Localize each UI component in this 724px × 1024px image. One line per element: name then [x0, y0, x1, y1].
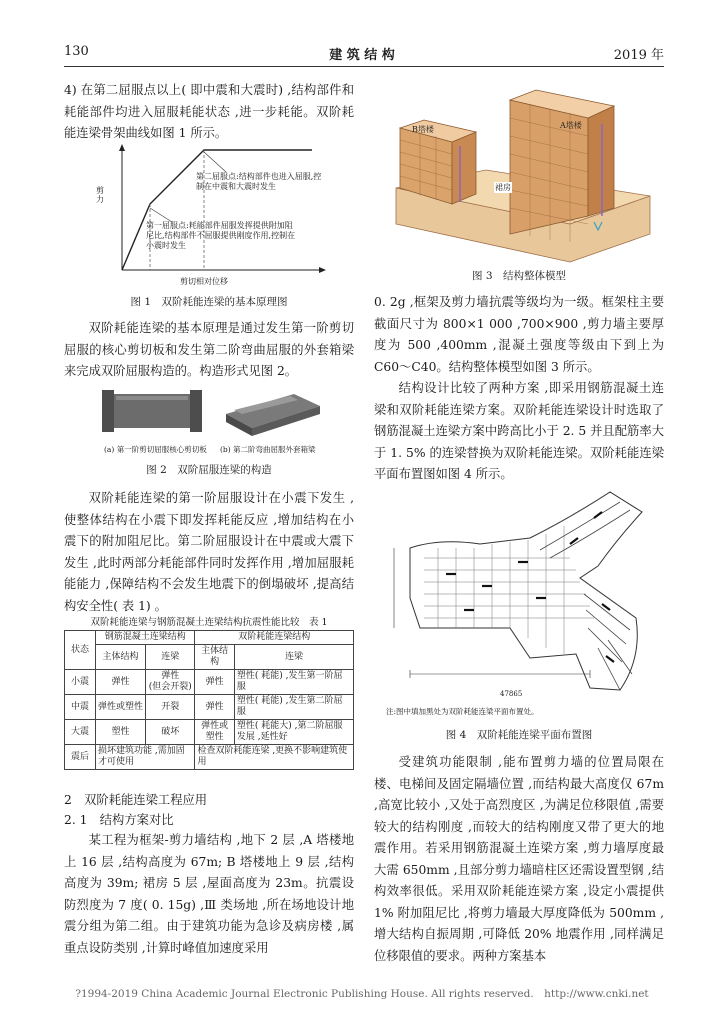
table-1: [64, 630, 354, 770]
left-para-2: 双阶耗能连梁的基本原理是通过发生第一阶剪切屈服的核心剪切板和发生第二阶弯曲屈服的外套箱梁来完成双阶屈服构造的。构造形式见图 2。: [64, 321, 354, 378]
figure-4-note: 注:图中填加黑处为双阶耗能连梁平面布置处。: [386, 707, 539, 716]
table-row: [65, 670, 354, 695]
table-row: [65, 720, 354, 745]
header-rule: [64, 66, 664, 67]
left-para-4: 某工程为框架-剪力墙结构 ,地下 2 层 ,A 塔楼地上 16 层 ,结构高度为 67m; B 塔楼地上 9 层 ,结构高度为 39m; 裙房 5 层 ,屋面高度为 23m。抗震设防烈度为 7 度( 0. 15g) ,Ⅲ 类场地 ,所在场地设计地震分组为第二组。由于建筑功能为急诊及病房楼 ,属重点设防类别 ,计算时峰值加速度采用: [64, 833, 354, 955]
figure-3-label-tower-a: A塔楼: [560, 121, 582, 130]
table-cell: 弹性 (但会开裂): [146, 670, 195, 695]
table-1-caption: 双阶耗能连梁与钢筋混凝土连梁结构抗震性能比较 表 1: [90, 617, 328, 628]
figure-2-subcaption-b: (b) 第二阶弯曲屈服外套箱梁: [220, 445, 316, 454]
figure-4-plan-layout: [380, 478, 660, 708]
year: 2019 年: [613, 48, 664, 63]
right-para-2: 结构设计比较了两种方案 ,即采用钢筋混凝土连梁和双阶耗能连梁方案。双阶耗能连梁设计时选取了钢筋混凝土连梁方案中跨高比小于 2. 5 并且配筋率大于 1. 5% 的连梁替换为双阶耗能连梁。双阶耗能连梁平面布置图如图 4 所示。: [374, 381, 664, 481]
table-cell: 损坏建筑功能 ,需加固才可使用: [96, 745, 195, 770]
figure-2-subcaption-a: (a) 第一阶剪切屈服核心剪切板: [104, 445, 207, 454]
figure-1-skeleton-curve: [100, 142, 330, 282]
figure-1-annotation-second-yield: 第二屈服点:结构部件也进入屈服,控制在中震和大震时发生: [196, 172, 322, 191]
left-para-3: 双阶耗能连梁的第一阶屈服设计在小震下发生 ,使整体结构在小震下即发挥耗能反应 ,增加结构在小震下的附加阻尼比。第二阶屈服设计在中震或大震下发生 ,此时两部分耗能部件同时发挥作用 ,增加屈服耗能能力 ,保障结构不会发生地震下的倒塌破坏 ,提高结构安全性( 表 1) 。: [64, 491, 354, 613]
figure-3-caption: 图 3 结构整体模型: [471, 270, 567, 282]
table-cell: 弹性或塑性: [96, 695, 146, 720]
table-cell: 大震: [65, 720, 96, 745]
section-2-1-heading: 2. 1 结构方案对比: [64, 813, 174, 827]
table-cell: 塑性: [96, 720, 146, 745]
figure-4-caption: 图 4 双阶耗能连梁平面布置图: [445, 729, 593, 741]
copyright-footer: ?1994-2019 China Academic Journal Electronic Publishing House. All rights reserved. http://www.cnki.net: [75, 988, 649, 1000]
table-cell: 开裂: [146, 695, 195, 720]
table-1-header-state: 状态: [65, 631, 96, 670]
table-1-header-rc: 钢筋混凝土连梁结构: [96, 631, 195, 645]
table-1-header-dual: 双阶耗能连梁结构: [195, 631, 354, 645]
right-para-1: 0. 2g ,框架及剪力墙抗震等级均为一级。框架柱主要截面尺寸为 800×1 000 ,700×900 ,剪力墙主要厚度为 500 ,400mm ,混凝土强度等级由下到上为 C60～C40。结构整体模型如图 3 所示。: [374, 295, 664, 374]
table-cell: 弹性: [195, 670, 234, 695]
figure-1-xlabel: 剪切相对位移: [180, 277, 228, 286]
table-row: [65, 745, 354, 770]
table-1-header-main-2: 主体结构: [195, 645, 234, 670]
figure-3-label-tower-b: B塔楼: [412, 125, 434, 134]
figure-1-ylabel: 剪力: [96, 186, 104, 204]
page-number: 130: [64, 44, 89, 59]
table-1-header-beam: 连梁: [146, 645, 195, 670]
table-cell: 弹性: [96, 670, 146, 695]
table-cell: 中震: [65, 695, 96, 720]
table-cell: 震后: [65, 745, 96, 770]
left-para-1: 4) 在第二屈服点以上( 即中震和大震时) ,结构部件和耗能部件均进入屈服耗能状态 ,进一步耗能。双阶耗能连梁骨架曲线如图 1 所示。: [64, 83, 354, 140]
table-1-header-beam-2: 连梁: [234, 645, 353, 670]
table-cell: 弹性: [195, 695, 234, 720]
table-cell: 塑性( 耗能) ,发生第一阶屈服: [234, 670, 353, 695]
table-cell: 破坏: [146, 720, 195, 745]
table-row: [65, 695, 354, 720]
table-cell: 小震: [65, 670, 96, 695]
table-cell: 检查双阶耗能连梁 ,更换不影响建筑使用: [195, 745, 354, 770]
figure-4-dimension: 47865: [500, 690, 523, 698]
table-1-header-main: 主体结构: [96, 645, 146, 670]
figure-1-annotation-first-yield: 第一屈服点:耗能部件屈服发挥提供附加阻尼比,结构部件不屈服提供刚度作用,控制在小震时发生: [146, 221, 296, 250]
table-cell: 弹性或塑性: [195, 720, 234, 745]
figure-2-dual-yield-construction: [94, 384, 330, 440]
figure-1-caption: 图 1 双阶耗能连梁的基本原理图: [130, 296, 288, 308]
figure-3-structural-model: [390, 84, 656, 264]
figure-3-label-podium: 裙房: [495, 183, 511, 192]
figure-2-caption: 图 2 双阶屈服连梁的构造: [146, 464, 272, 476]
table-cell: 塑性( 耗能) ,发生第二阶屈服: [234, 695, 353, 720]
right-para-3: 受建筑功能限制 ,能布置剪力墙的位置局限在楼、电梯间及固定隔墙位置 ,而结构最大高度仅 67m ,高宽比较小 ,又处于高烈度区 ,为满足位移限值 ,需要较大的结构刚度 ,而较大的结构刚度又带了更大的地震作用。若采用钢筋混凝土连梁方案 ,剪力墙厚度最大需 650mm ,且部分剪力墙暗柱区还需设置型钢 ,结构效率很低。采用双阶耗能连梁方案 ,设定小震提供 1% 附加阻尼比 ,将剪力墙最大厚度降低为 500mm ,增大结构自振周期 ,可降低 20% 地震作用 ,同样满足位移限值的要求。两种方案基本: [374, 755, 664, 963]
table-cell: 塑性( 耗能大) ,第二阶屈服发展 ,延性好: [234, 720, 353, 745]
journal-title: 建 筑 结 构: [329, 48, 395, 63]
section-2-heading: 2 双阶耗能连梁工程应用: [64, 793, 208, 807]
